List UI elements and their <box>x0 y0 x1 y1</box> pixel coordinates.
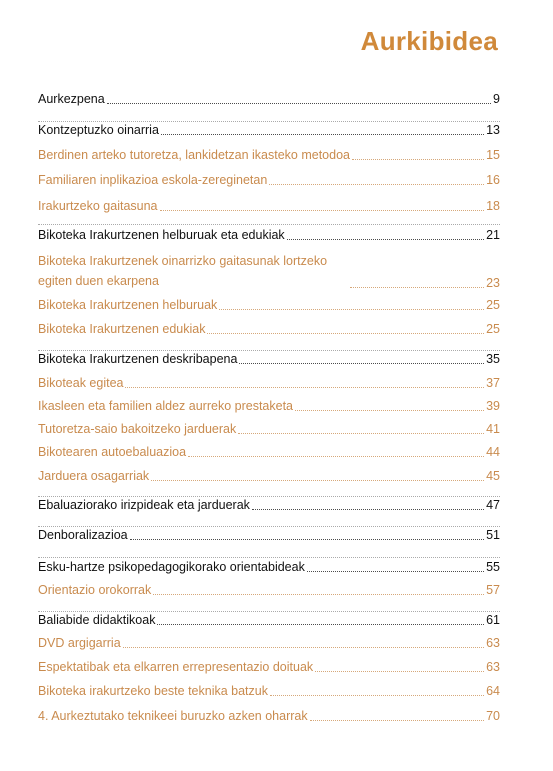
toc-entry-page: 44 <box>486 445 500 459</box>
dot-leader <box>157 624 484 625</box>
dot-leader <box>238 433 484 434</box>
section-divider <box>38 526 500 527</box>
toc-entry-title: Orientazio orokorrak <box>38 583 152 597</box>
dot-leader <box>107 103 491 104</box>
toc-entry-page: 39 <box>486 399 500 413</box>
toc-entry-title: Bikoteak egitea <box>38 376 124 390</box>
toc-entry[interactable] <box>38 251 500 291</box>
section-divider <box>38 224 500 225</box>
dot-leader <box>161 134 484 135</box>
toc-entry[interactable] <box>38 445 500 460</box>
toc-entry-title: Bikoteka Irakurtzenen helburuak eta edukiak <box>38 228 285 242</box>
toc-entry-title: Ebaluaziorako irizpideak eta jarduerak <box>38 498 250 512</box>
toc-entry-page: 51 <box>486 528 500 542</box>
toc-entry[interactable] <box>38 469 500 484</box>
toc-entry-page: 64 <box>486 684 500 698</box>
toc-entry-page: 16 <box>486 173 500 187</box>
toc-entry-page: 45 <box>486 469 500 483</box>
dot-leader <box>252 509 484 510</box>
toc-entry-page: 25 <box>486 322 500 336</box>
toc-entry-title: Bikoteka Irakurtzenek oinarrizko gaitasunak lortzeko egiten duen ekarpena <box>38 254 328 288</box>
toc-entry-title: Bikoteka irakurtzeko beste teknika batzuk <box>38 684 268 698</box>
toc-entry[interactable] <box>38 352 500 367</box>
dot-leader <box>310 720 484 721</box>
dot-leader <box>207 333 484 334</box>
toc-entry[interactable] <box>38 92 500 107</box>
toc-entry-page: 9 <box>493 92 500 106</box>
toc-entry[interactable] <box>38 684 500 699</box>
toc-entry-title: Tutoretza-saio bakoitzeko jarduerak <box>38 422 237 436</box>
dot-leader <box>307 571 484 572</box>
toc-entry[interactable] <box>38 636 500 651</box>
toc-entry-page: 21 <box>486 228 500 242</box>
toc-entry-page: 37 <box>486 376 500 390</box>
toc-entry-title: Familiaren inplikazioa eskola-zereginetan <box>38 173 268 187</box>
section-divider <box>38 121 500 122</box>
dot-leader <box>287 239 484 240</box>
toc-entry-page: 57 <box>486 583 500 597</box>
dot-leader <box>270 695 484 696</box>
toc-entry-page: 70 <box>486 709 500 723</box>
toc-entry-title: Denboralizazioa <box>38 528 128 542</box>
page-title: Aurkibidea <box>360 26 498 56</box>
dot-leader <box>352 159 484 160</box>
toc-entry-title: Kontzeptuzko oinarria <box>38 123 159 137</box>
dot-leader <box>269 184 484 185</box>
toc-entry[interactable] <box>38 498 500 513</box>
toc-entry[interactable] <box>38 660 500 675</box>
section-divider <box>38 496 500 497</box>
dot-leader <box>130 539 484 540</box>
toc-entry-page: 55 <box>486 560 500 574</box>
toc-entry[interactable] <box>38 228 500 243</box>
toc-entry[interactable] <box>38 199 500 214</box>
toc-entry-page: 18 <box>486 199 500 213</box>
toc-entry[interactable] <box>38 399 500 414</box>
dot-leader <box>188 456 484 457</box>
toc-entry-page: 35 <box>486 352 500 366</box>
toc-entry-page: 63 <box>486 636 500 650</box>
toc-entry-title: Esku-hartze psikopedagogikorako orientabideak <box>38 560 305 574</box>
toc-entry-page: 15 <box>486 148 500 162</box>
toc-entry[interactable] <box>38 322 500 337</box>
toc-entry-title: Aurkezpena <box>38 92 105 106</box>
dot-leader <box>295 410 484 411</box>
toc-entry[interactable] <box>38 376 500 391</box>
toc-entry-title: Bikotearen autoebaluazioa <box>38 445 187 459</box>
section-divider <box>38 611 500 612</box>
dot-leader <box>125 387 484 388</box>
toc-entry-title: Ikasleen eta familien aldez aurreko prestaketa <box>38 399 294 413</box>
toc-entry-title: Bikoteka Irakurtzenen deskribapena <box>38 352 238 366</box>
toc-entry-title: 4. Aurkeztutako teknikeei buruzko azken oharrak <box>38 709 308 723</box>
dot-leader <box>350 287 484 288</box>
toc-entry-title: Irakurtzeko gaitasuna <box>38 199 158 213</box>
toc-entry[interactable] <box>38 709 500 724</box>
toc-entry[interactable] <box>38 298 500 313</box>
toc-entry[interactable] <box>38 148 500 163</box>
section-divider <box>38 350 500 351</box>
toc-entry-page: 41 <box>486 422 500 436</box>
toc-entry-title: DVD argigarria <box>38 636 121 650</box>
dot-leader <box>151 480 484 481</box>
toc-entry-title: Jarduera osagarriak <box>38 469 150 483</box>
toc-entry-page: 61 <box>486 613 500 627</box>
dot-leader <box>160 210 485 211</box>
dot-leader <box>123 647 484 648</box>
toc-entry-title: Bikoteka Irakurtzenen edukiak <box>38 322 206 336</box>
toc-entry-page: 47 <box>486 498 500 512</box>
toc-entry[interactable] <box>38 613 500 628</box>
toc-entry-page: 23 <box>486 276 500 290</box>
dot-leader <box>219 309 484 310</box>
toc-entry-title: Espektatibak eta elkarren errepresentazio doituak <box>38 660 314 674</box>
section-divider <box>38 557 500 558</box>
dot-leader <box>315 671 484 672</box>
toc-entry[interactable] <box>38 528 500 543</box>
toc-entry[interactable] <box>38 583 500 598</box>
toc-entry[interactable] <box>38 173 500 188</box>
toc-entry-title: Baliabide didaktikoak <box>38 613 156 627</box>
toc-entry[interactable] <box>38 123 500 138</box>
toc-entry-page: 25 <box>486 298 500 312</box>
toc-entry[interactable] <box>38 422 500 437</box>
toc-entry[interactable] <box>38 560 500 575</box>
dot-leader <box>153 594 484 595</box>
toc-entry-title: Berdinen arteko tutoretza, lankidetzan ikasteko metodoa <box>38 148 350 162</box>
dot-leader <box>239 363 484 364</box>
toc-entry-title: Bikoteka Irakurtzenen helburuak <box>38 298 218 312</box>
toc-entry-page: 63 <box>486 660 500 674</box>
toc-entry-page: 13 <box>486 123 500 137</box>
